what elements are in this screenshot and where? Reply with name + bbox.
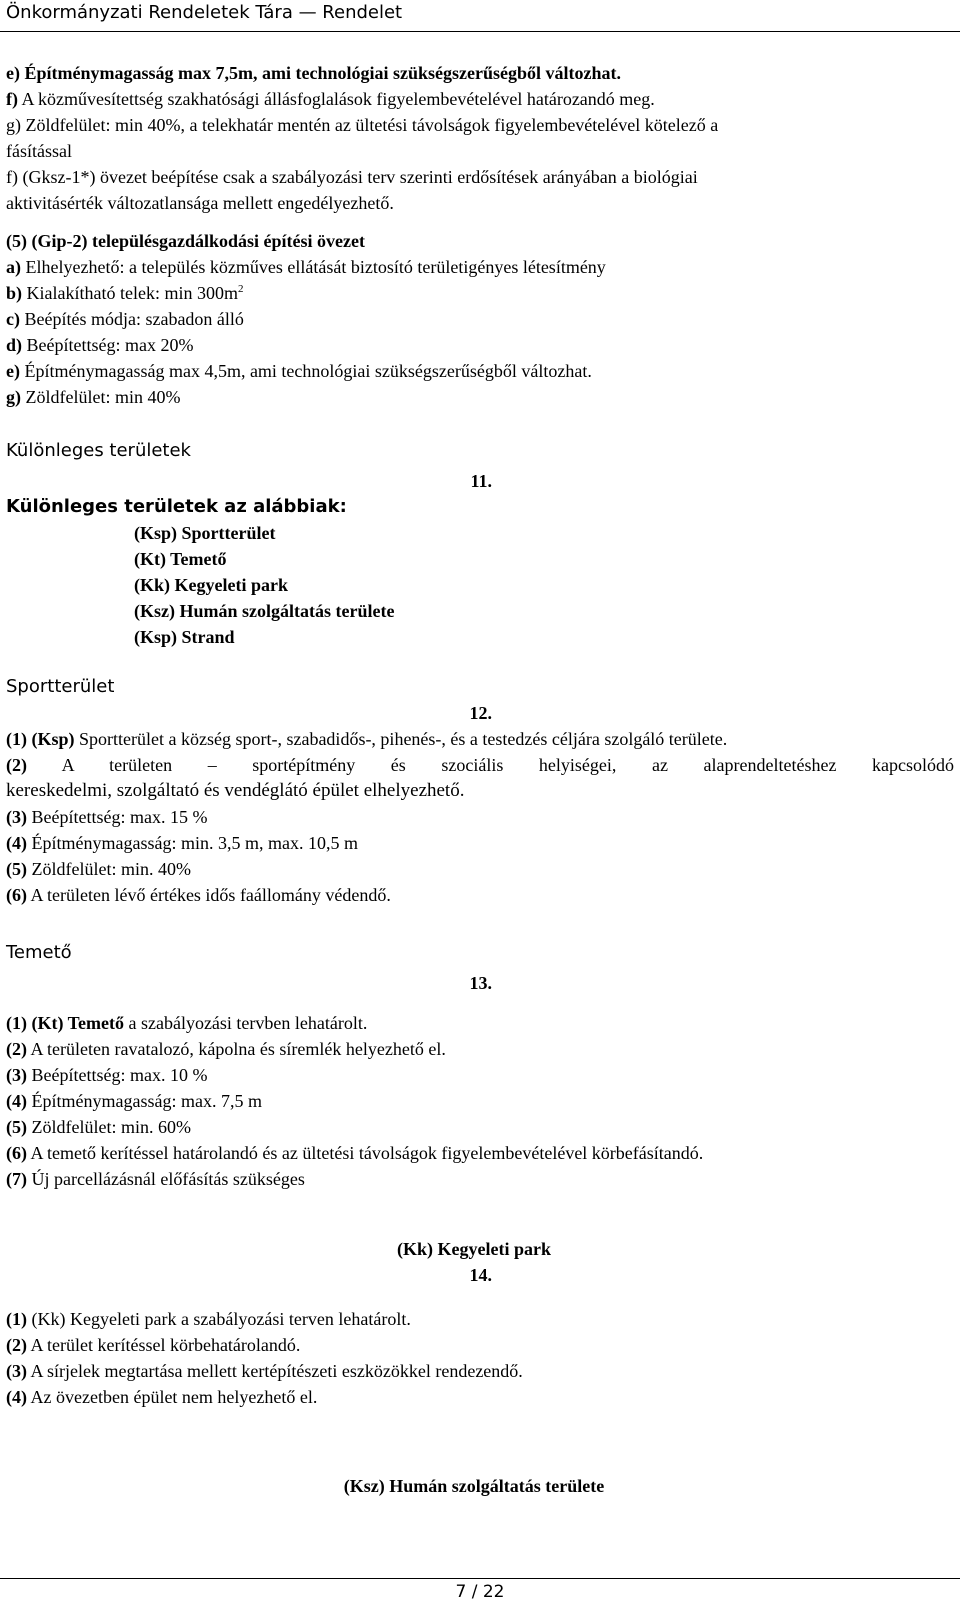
block-gksz [6, 60, 946, 216]
gip-g-text: Zöldfelület: min 40% [21, 387, 181, 407]
section-number-12: 12. [469, 703, 492, 723]
gip-g-key: g) [6, 387, 21, 407]
sport-p4-key: (4) [6, 833, 27, 853]
gip-d-key: d) [6, 335, 23, 355]
temeto-p2-key: (2) [6, 1039, 27, 1059]
temeto-p4-text: Építménymagasság: max. 7,5 m [27, 1091, 262, 1111]
kegyeleti-p1-key: (1) [6, 1309, 27, 1329]
sport-p6-key: (6) [6, 885, 27, 905]
para-g-line1: g) Zöldfelület: min 40%, a telekhatár mentén az ültetési távolságok figyelembevételével kötelező a [6, 115, 719, 135]
temeto-p6 [6, 1140, 946, 1166]
sport-p1-text: Sportterület a község sport-, szabadidős-, pihenés-, és a testedzés céljára szolgáló területe. [74, 729, 728, 749]
sport-p2-key: (2) [6, 755, 27, 775]
gip-b-text: Kialakítható telek: min 300m [22, 283, 238, 303]
temeto-p1 [6, 1010, 946, 1036]
sport-p2-line2: kereskedelmi, szolgáltató és vendéglátó épület elhelyezhető. [6, 780, 465, 801]
temeto-p4-key: (4) [6, 1091, 27, 1111]
document-header [0, 0, 960, 32]
gip-b-key: b) [6, 283, 23, 303]
temeto-p4 [6, 1088, 946, 1114]
gip-d-text: Beépítettség: max 20% [22, 335, 194, 355]
gip-a [6, 254, 946, 280]
temeto-p5 [6, 1114, 946, 1140]
gip-d [6, 332, 946, 358]
gip-e-text: Építménymagasság max 4,5m, ami technológiai szükségszerűségből változhat. [19, 361, 592, 381]
temeto-paragraphs [6, 1010, 946, 1192]
temeto-p3-key: (3) [6, 1065, 27, 1085]
list-item: (Kk) Kegyeleti park [134, 575, 288, 595]
gip-e-key: e) [6, 361, 20, 381]
para-f: f) A közművesítettség szakhatósági állásfoglalások figyelembevételével határozandó meg. [6, 89, 655, 109]
sport-p1 [6, 726, 946, 752]
gip-g [6, 384, 946, 410]
temeto-p7 [6, 1166, 946, 1192]
sport-p1-key: (1) [6, 729, 27, 749]
list-item: (Kt) Temető [134, 549, 227, 569]
temeto-p1-text: a szabályozási tervben lehatárolt. [123, 1013, 368, 1033]
temeto-p1-key: (1) [6, 1013, 27, 1033]
temeto-p5-text: Zöldfelület: min. 60% [27, 1117, 191, 1137]
section-number-13: 13. [469, 973, 492, 993]
sport-p4 [6, 830, 946, 856]
kegyeleti-p4 [6, 1384, 946, 1410]
gip-title: (5) (Gip-2) településgazdálkodási építési övezet [6, 231, 365, 251]
kegyeleti-p1 [6, 1306, 946, 1332]
para-g-line2: fásítással [6, 141, 72, 161]
kulonleges-intro: Különleges területek az alábbiak: [6, 496, 347, 517]
gip-b [6, 280, 946, 306]
para-e: e) Építménymagasság max 7,5m, ami technológiai szükségszerűségből változhat. [6, 63, 621, 83]
list-item: (Ksp) Sportterület [134, 523, 276, 543]
gip-b-sup: 2 [237, 283, 244, 295]
kegyeleti-p2-text: A terület kerítéssel körbehatárolandó. [27, 1335, 301, 1355]
page-number: 7 / 22 [455, 1582, 505, 1602]
section-title-temeto: Temető [6, 942, 72, 963]
temeto-p3 [6, 1062, 946, 1088]
gip-a-key: a) [6, 257, 21, 277]
document-footer [0, 1578, 960, 1606]
section-number-11: 11. [470, 471, 492, 491]
kegyeleti-title: (Kk) Kegyeleti park [397, 1239, 551, 1259]
block-kulonleges [6, 438, 946, 647]
temeto-p2-text: A területen ravatalozó, kápolna és síremlék helyezhető el. [27, 1039, 446, 1059]
temeto-p6-text: A temető kerítéssel határolandó és az ültetési távolságok figyelembevételével körbefásítandó. [27, 1143, 704, 1163]
sport-p3-key: (3) [6, 807, 27, 827]
temeto-p3-text: Beépítettség: max. 10 % [27, 1065, 208, 1085]
kulonleges-list [6, 520, 394, 650]
temeto-p6-key: (6) [6, 1143, 27, 1163]
sport-p3 [6, 804, 946, 830]
gip-c-text: Beépítés módja: szabadon álló [19, 309, 244, 329]
sport-p2-line1 [6, 752, 954, 778]
block-sport [6, 674, 954, 905]
para-gksz-line2: aktivitásérték változatlansága mellett engedélyezhető. [6, 193, 394, 213]
kegyeleti-p2-key: (2) [6, 1335, 27, 1355]
human-title: (Ksz) Humán szolgáltatás területe [343, 1476, 605, 1496]
gip-e [6, 358, 946, 384]
sport-p5-text: Zöldfelület: min. 40% [27, 859, 191, 879]
gip-c [6, 306, 946, 332]
kegyeleti-p2 [6, 1332, 946, 1358]
kegyeleti-p3-text: A sírjelek megtartása mellett kertépítészeti eszközökkel rendezendő. [27, 1361, 523, 1381]
kegyeleti-p4-text: Az övezetben épület nem helyezhető el. [27, 1387, 318, 1407]
gip-a-text: Elhelyezhető: a település közműves ellátását biztosító területigényes létesítmény [21, 257, 606, 277]
gip-c-key: c) [6, 309, 20, 329]
temeto-p7-key: (7) [6, 1169, 27, 1189]
temeto-p5-key: (5) [6, 1117, 27, 1137]
sport-p6-text: A területen lévő értékes idős faállomány védendő. [27, 885, 391, 905]
section-title-sport: Sportterület [6, 676, 115, 697]
list-item: (Ksp) Strand [134, 627, 235, 647]
temeto-p2 [6, 1036, 946, 1062]
header-title: Önkormányzati Rendeletek Tára — Rendelet [6, 2, 403, 23]
kegyeleti-p1-text: (Kk) Kegyeleti park a szabályozási terven lehatárolt. [27, 1309, 411, 1329]
kegyeleti-p3 [6, 1358, 946, 1384]
section-number-14: 14. [469, 1265, 492, 1285]
kegyeleti-paragraphs [6, 1306, 946, 1410]
temeto-p7-text: Új parcellázásnál előfásítás szükséges [27, 1169, 305, 1189]
section-title-kulonleges: Különleges területek [6, 440, 191, 461]
temeto-p1-bold: (Kt) Temető [27, 1013, 124, 1033]
sport-p5-key: (5) [6, 859, 27, 879]
sport-p5 [6, 856, 946, 882]
kegyeleti-p4-key: (4) [6, 1387, 27, 1407]
para-gksz-line1: f) (Gksz-1*) övezet beépítése csak a szabályozási terv szerinti erdősítések arányában a biológiai [6, 167, 698, 187]
block-temeto [6, 940, 946, 1189]
sport-p4-text: Építménymagasság: min. 3,5 m, max. 10,5 m [27, 833, 358, 853]
sport-p6 [6, 882, 946, 908]
kegyeleti-p3-key: (3) [6, 1361, 27, 1381]
sport-p1-bold: (Ksp) [27, 729, 75, 749]
sport-p3-text: Beépítettség: max. 15 % [27, 807, 208, 827]
sport-p2-text1: A területen – sportépítmény és szociális helyiségei, az alaprendeltetéshez kapcsolódó [27, 755, 954, 775]
list-item: (Ksz) Humán szolgáltatás területe [134, 601, 395, 621]
sport-paragraphs [6, 726, 954, 908]
block-gip [6, 228, 946, 410]
